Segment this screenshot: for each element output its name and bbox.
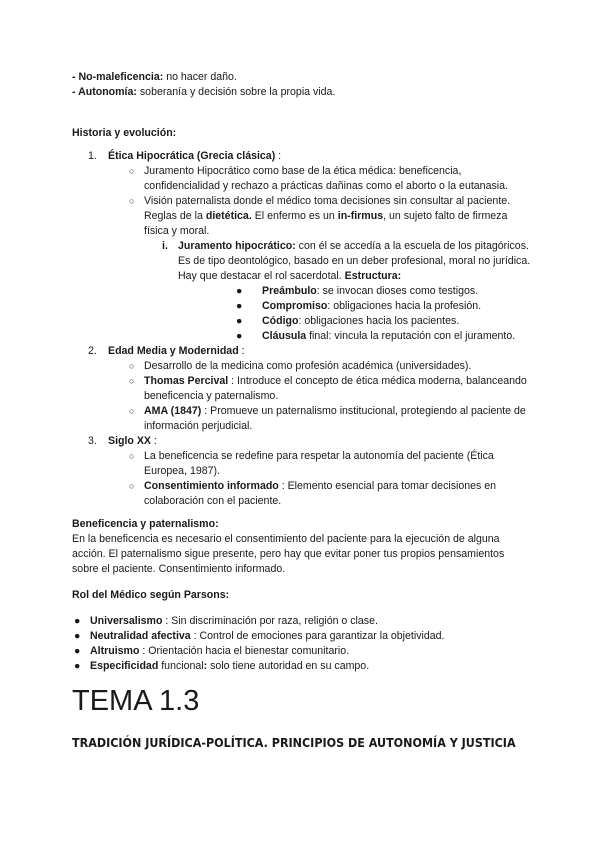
list-suffix: : <box>275 150 282 162</box>
sub-item-text: : Elemento esencial para tomar decisiones en colaboración con el paciente. <box>144 480 497 507</box>
roman-text: con él se accedía a la escuela de los pitagóricos. Es de tipo deontológico, basado en un deber profesional, moral no jurídica. Hay que destacar el rol sacerdotal. <box>178 240 531 282</box>
circle-bullet-icon: ○ <box>129 361 135 371</box>
list-number: 3. <box>88 435 97 447</box>
bold-term: Compromiso <box>262 300 328 312</box>
bullet-text: : Sin discriminación por raza, religión o clase. <box>162 615 378 627</box>
sub-item <box>72 404 532 434</box>
bullet-item <box>72 629 532 644</box>
list-item-edad-media <box>72 344 532 359</box>
list-suffix: : <box>150 435 157 447</box>
sub-item-text: Desarrollo de la medicina como profesión académica (universidades). <box>144 360 472 372</box>
bold-term: Altruismo <box>90 645 140 657</box>
bullet-icon: ● <box>74 660 81 672</box>
bold-term: Cláusula <box>262 330 307 342</box>
list-number: 2. <box>88 345 97 357</box>
roman-number: i. <box>162 240 168 252</box>
bullet-text: : obligaciones hacia la profesión. <box>327 300 482 312</box>
bullet-text: final: vincula la reputación con el juramento. <box>306 330 516 342</box>
bold-term: Thomas Percival <box>144 375 229 387</box>
sub-item <box>72 194 532 239</box>
bold-term: Consentimiento informado <box>144 480 279 492</box>
circle-bullet-icon: ○ <box>129 406 135 416</box>
sub-item-text: Juramento Hipocrático como base de la ética médica: beneficencia, confidencialidad y rechazo a prácticas dañinas como el aborto o la eutanasia. <box>144 165 508 192</box>
bullet-item <box>72 659 532 674</box>
bullet-text: : Orientación hacia el bienestar comunitario. <box>139 645 350 657</box>
sub-item <box>72 449 532 479</box>
bold-term: Código <box>262 315 299 327</box>
bullet-text: : obligaciones hacia los pacientes. <box>298 315 460 327</box>
bold-term: Preámbulo <box>262 285 317 297</box>
sub-item-text: : Introduce el concepto de ética médica moderna, balanceando beneficencia y paternalismo. <box>144 375 527 402</box>
bold-colon: : <box>203 660 208 672</box>
sub-item-text: La beneficencia se redefine para respetar la autonomía del paciente (Ética Europea, 1987). <box>144 450 494 477</box>
definition: no hacer daño. <box>163 71 237 83</box>
paragraph-beneficencia: En la beneficencia es necesario el consentimiento del paciente para la ejecución de alguna acción. El paternalismo sigue presente, pero hay que evitar poner tus propios pensamientos sobre el paciente. Consentimiento informado. <box>72 533 505 575</box>
sub-item-text: Visión paternalista donde el médico toma decisiones sin consultar al paciente. Reglas de la <box>144 195 511 222</box>
bullet-item <box>72 614 532 629</box>
bullet-text: : se invocan dioses como testigos. <box>316 285 479 297</box>
bullet-text: funcional <box>158 660 204 672</box>
bullet-icon: ● <box>74 645 81 657</box>
bold-term: dietética. <box>205 210 252 222</box>
bullet-icon: ● <box>236 300 243 312</box>
bold-term: AMA (1847) <box>144 405 202 417</box>
sub-item-text: , un sujeto falto de firmeza física y moral. <box>144 210 508 237</box>
bullet-icon: ● <box>74 615 81 627</box>
bullet-icon: ● <box>236 285 243 297</box>
bullet-text: : Control de emociones para garantizar la objetividad. <box>190 630 445 642</box>
circle-bullet-icon: ○ <box>129 481 135 491</box>
tema-heading: TEMA 1.3 <box>72 685 200 717</box>
definition: soberanía y decisión sobre la propia vida. <box>136 86 336 98</box>
bullet-text: solo tiene autoridad en su campo. <box>207 660 370 672</box>
list-title: Siglo XX <box>108 435 151 447</box>
circle-bullet-icon: ○ <box>129 166 135 176</box>
heading-beneficencia: Beneficencia y paternalismo: <box>72 518 219 530</box>
sub-item-text: El enfermo es un <box>251 210 338 222</box>
bullet-item <box>72 329 532 344</box>
bullet-item <box>72 314 532 329</box>
bullet-item <box>72 299 532 314</box>
sub-item <box>72 479 532 509</box>
list-number: 1. <box>88 150 97 162</box>
roman-item-juramento <box>72 239 532 284</box>
sub-item <box>72 374 532 404</box>
term: - Autonomía: <box>72 86 137 98</box>
bullet-item <box>72 284 532 299</box>
bold-term: in-firmus <box>337 210 384 222</box>
bold-term: Universalismo <box>90 615 163 627</box>
intro-line-autonomia <box>72 85 532 100</box>
sub-item <box>72 359 532 374</box>
heading-historia: Historia y evolución: <box>72 127 177 139</box>
circle-bullet-icon: ○ <box>129 376 135 386</box>
intro-line-nomaleficencia <box>72 70 532 85</box>
bold-term: Juramento hipocrático: <box>178 240 296 252</box>
heading-parsons: Rol del Médico según Parsons: <box>72 589 230 601</box>
list-item-siglo-xx <box>72 434 532 449</box>
bold-term: Estructura: <box>344 270 402 282</box>
list-title: Edad Media y Modernidad <box>108 345 239 357</box>
bullet-item <box>72 644 532 659</box>
list-title: Ética Hipocrática (Grecia clásica) <box>108 150 276 162</box>
bold-term: Neutralidad afectiva <box>90 630 191 642</box>
list-item-etica-hipocratica <box>72 149 532 164</box>
bullet-icon: ● <box>236 315 243 327</box>
bold-term: Especificidad <box>90 660 159 672</box>
sub-item <box>72 164 532 194</box>
list-suffix: : <box>238 345 245 357</box>
document-page <box>72 70 532 751</box>
bullet-icon: ● <box>236 330 243 342</box>
circle-bullet-icon: ○ <box>129 451 135 461</box>
term: - No-maleficencia: <box>72 71 164 83</box>
tema-title: TRADICIÓN JURÍDICA-POLÍTICA. PRINCIPIOS DE AUTONOMÍA Y JUSTICIA <box>72 735 516 750</box>
sub-item-text: : Promueve un paternalismo institucional, protegiendo al paciente de información perjudicial. <box>144 405 526 432</box>
bullet-icon: ● <box>74 630 81 642</box>
circle-bullet-icon: ○ <box>129 196 135 206</box>
